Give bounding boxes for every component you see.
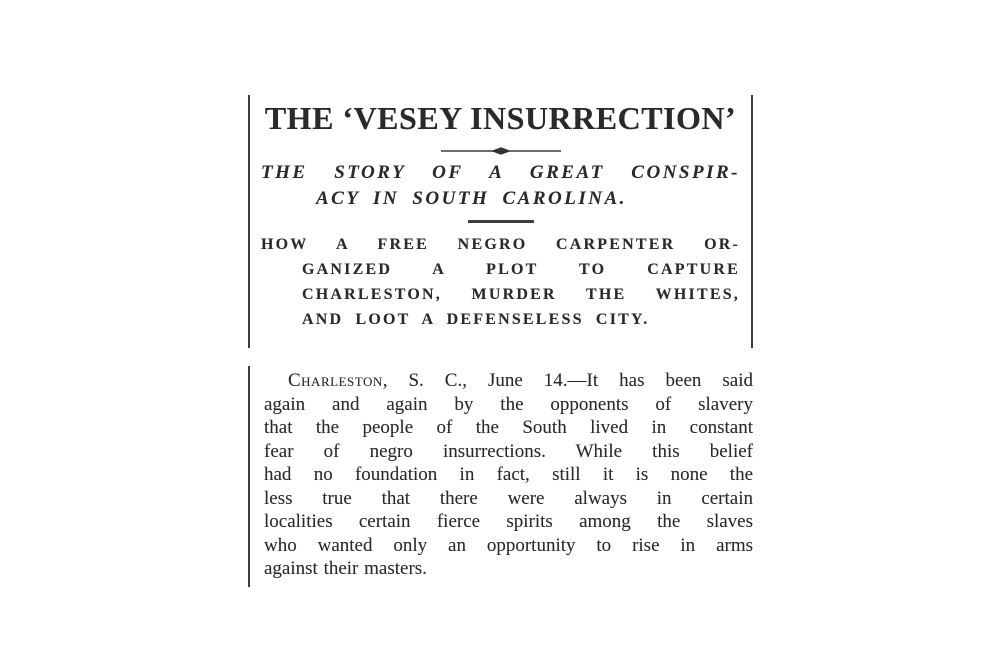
text-line: GANIZED A PLOT TO CAPTURE xyxy=(302,261,740,278)
text-line: again and again by the opponents of slavery xyxy=(264,393,753,415)
text-line: AND LOOT A DEFENSELESS CITY. xyxy=(302,311,650,328)
text-line: HOW A FREE NEGRO CARPENTER OR- xyxy=(261,236,740,253)
text-line: against their masters. xyxy=(264,558,427,579)
article-body-block xyxy=(248,366,753,587)
text-line: had no foundation in fact, still it is none the xyxy=(264,464,753,485)
diamond-rule-ornament xyxy=(439,146,563,156)
text-run: , S. C., June 14.—It has been said xyxy=(382,370,753,391)
text-line: THE STORY OF A GREAT CONSPIR- xyxy=(261,162,740,183)
text-line: that the people of the South lived in constant xyxy=(264,417,753,438)
text-line xyxy=(264,369,753,393)
article-headline: THE ‘VESEY INSURRECTION’ xyxy=(264,100,737,136)
headline-block xyxy=(248,95,753,348)
text-line: CHARLESTON, MURDER THE WHITES, xyxy=(302,286,740,303)
section-rule xyxy=(468,220,534,223)
small-caps-text: Charleston xyxy=(288,370,383,391)
deck-subheadline xyxy=(261,232,740,332)
text-line: fear of negro insurrections. While this belief xyxy=(264,440,753,462)
text-line: less true that there were always in certain xyxy=(264,487,753,509)
article-body-paragraph xyxy=(264,369,753,581)
text-line: who wanted only an opportunity to rise in arms xyxy=(264,534,753,556)
text-line: ACY IN SOUTH CAROLINA. xyxy=(316,188,627,209)
text-line: localities certain fierce spirits among the slaves xyxy=(264,511,753,532)
newspaper-clipping xyxy=(248,95,753,587)
italic-subheadline xyxy=(261,160,740,212)
